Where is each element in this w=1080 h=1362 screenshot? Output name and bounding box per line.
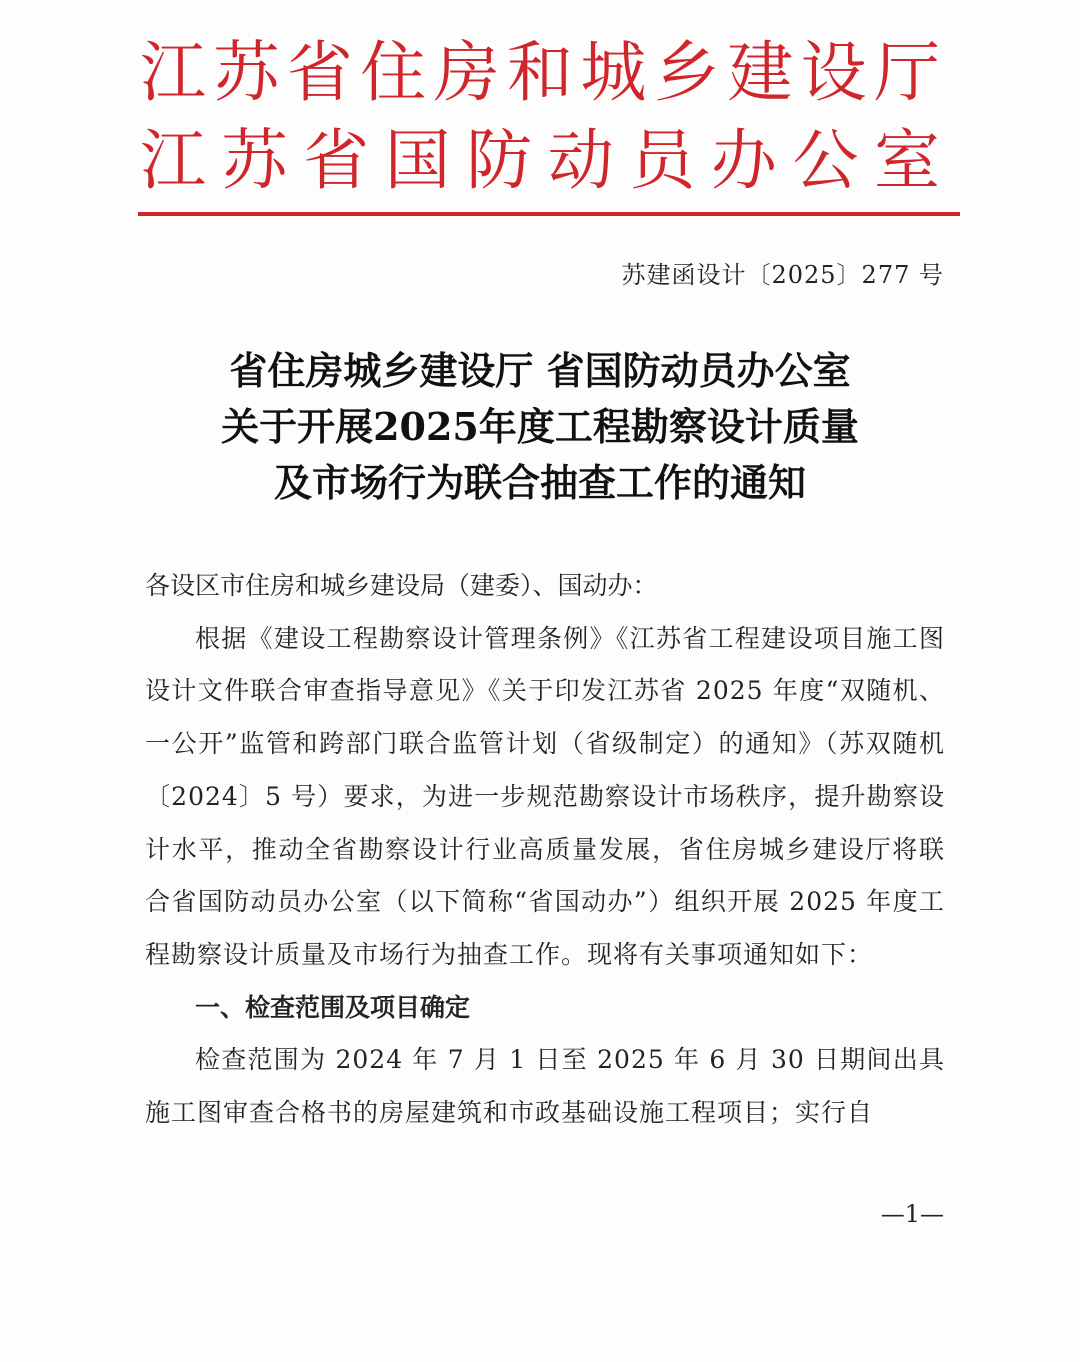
- paragraph-intro: 根据《建设工程勘察设计管理条例》《江苏省工程建设项目施工图设计文件联合审查指导意见》《关于印发江苏省 2025 年度“双随机、一公开”监管和跨部门联合监管计划（省级制定）的通知》（苏双随机〔2024〕5 号）要求，为进一步规范勘察设计市场秩序，提升勘察设计水平，推动全省勘察设计行业高质量发展，省住房城乡建设厅将联合省国防动员办公室（以下简称“省国动办”）组织开展 2025 年度工程勘察设计质量及市场行为抽查工作。现将有关事项通知如下：: [145, 623, 945, 969]
- document-number: 苏建函设计〔2025〕277 号: [621, 261, 944, 289]
- title-line-2: 关于开展2025年度工程勘察设计质量: [221, 404, 859, 449]
- document-body: [145, 560, 945, 1140]
- letterhead-issuer-housing-dept: 江苏省住房和城乡建设厅: [140, 34, 940, 111]
- letterhead-issuer-defense-office: 江苏省国防动员办公室: [140, 122, 940, 199]
- page-number: —1—: [880, 1200, 944, 1228]
- section-heading-1: 一、检查范围及项目确定: [195, 992, 471, 1022]
- letterhead-red-rule: [138, 212, 960, 216]
- salutation: 各设区市住房和城乡建设局（建委）、国动办：: [145, 571, 658, 600]
- paragraph-scope: 检查范围为 2024 年 7 月 1 日至 2025 年 6 月 30 日期间出具施工图审查合格书的房屋建筑和市政基础设施工程项目；实行自: [145, 1045, 945, 1128]
- document-title: [0, 343, 1080, 511]
- title-line-3: 及市场行为联合抽查工作的通知: [273, 460, 806, 505]
- title-line-1: 省住房城乡建设厅 省国防动员办公室: [229, 348, 851, 393]
